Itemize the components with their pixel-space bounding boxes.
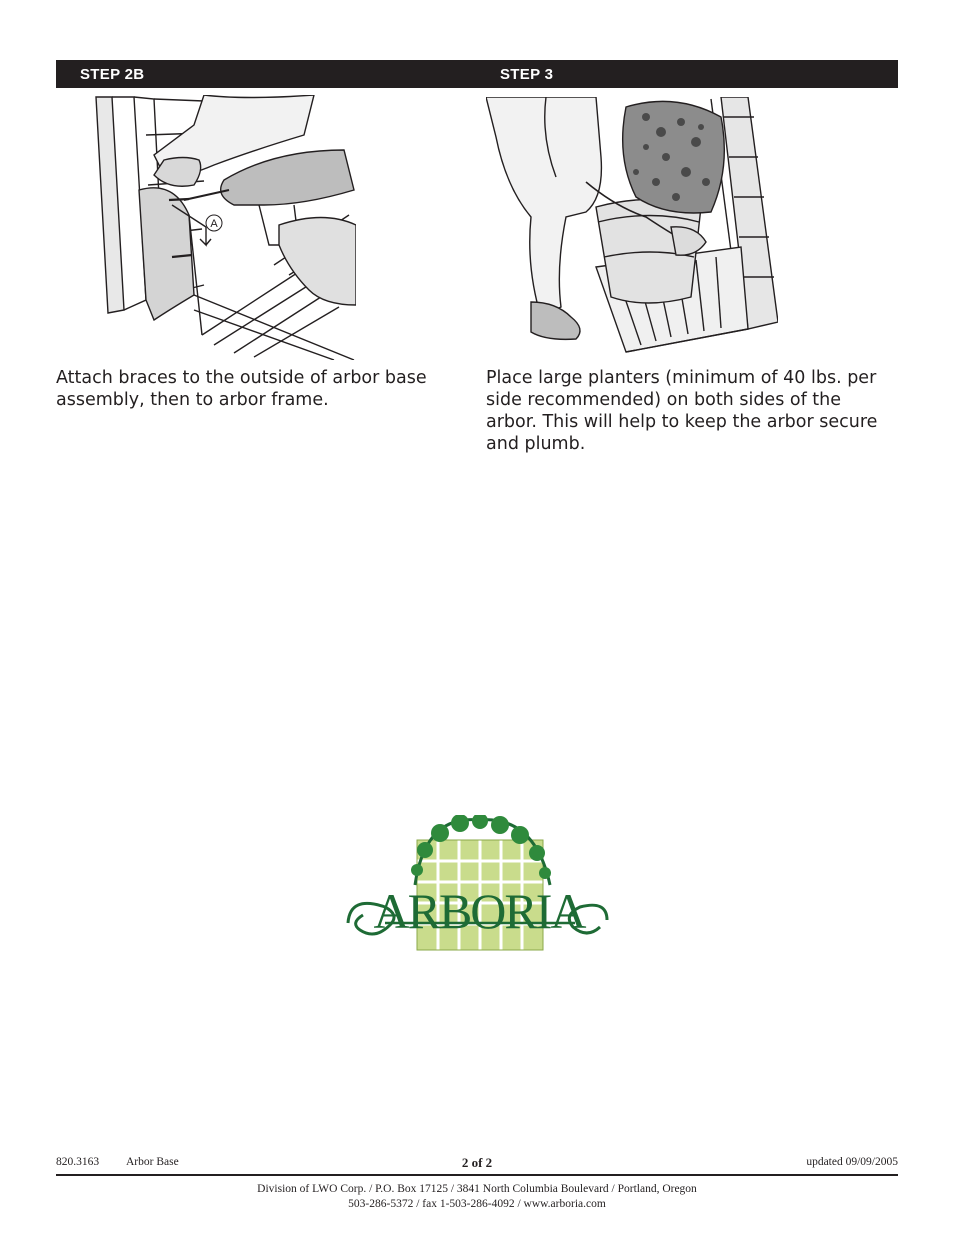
page-number: 2 of 2 [461,1155,493,1170]
company-contact: 503-286-5372 / fax 1-503-286-4092 / www.arboria.com [348,1198,606,1210]
step-2b-illustration [94,95,356,360]
step-2b-caption: Attach braces to the outside of arbor base assembly, then to arbor frame. [56,368,427,410]
product-name: Arbor Base [126,1156,179,1168]
updated-date: updated 09/09/2005 [806,1156,898,1168]
step-3-caption: Place large planters (minimum of 40 lbs. per side recommended) on both sides of the arbor. This will help to keep the arbor secure and plumb. [486,368,878,454]
company-address: Division of LWO Corp. / P.O. Box 17125 / 3841 North Columbia Boulevard / Portland, Oregon [257,1183,697,1195]
callout-a-label: A [210,218,218,230]
part-number: 820.3163 [56,1156,100,1168]
arboria-logo [345,815,610,951]
step-2b-label: STEP 2B [80,66,145,83]
arboria-wordmark: ARBORIA [373,883,585,939]
step-3-illustration [486,97,778,360]
step-header-bar [56,60,898,88]
step-3-label: STEP 3 [500,66,554,83]
footer-rule [56,1174,898,1176]
